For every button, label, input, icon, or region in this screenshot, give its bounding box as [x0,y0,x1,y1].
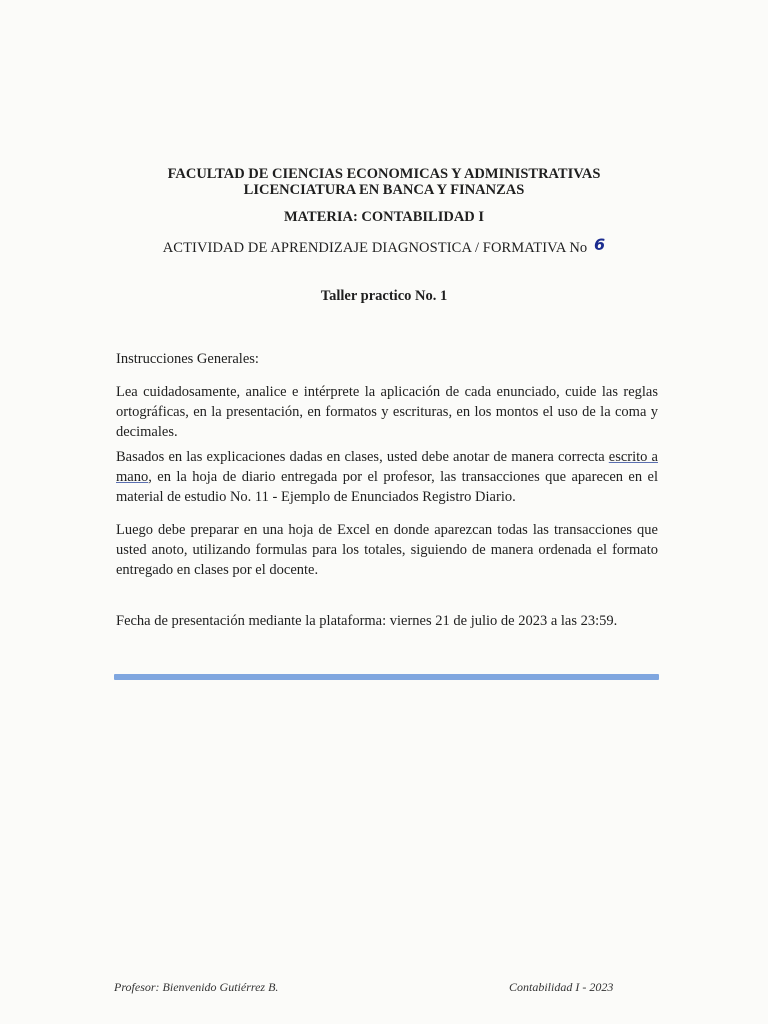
footer-professor: Profesor: Bienvenido Gutiérrez B. [114,980,279,994]
footer-course: Contabilidad I - 2023 [509,980,614,994]
degree-heading: LICENCIATURA EN BANCA Y FINANZAS [243,182,525,198]
blue-divider [114,674,659,680]
instructions-heading: Instrucciones Generales: [116,351,259,367]
faculty-heading: FACULTAD DE CIENCIAS ECONOMICAS Y ADMINISTRATIVAS [167,166,601,182]
instruction-paragraph-1: Lea cuidadosamente, analice e intérprete la aplicación de cada enunciado, cuide las reglas ortográficas, en la presentación, en formatos y escrituras, en los montos el uso de la coma y decimales. [116,384,658,440]
activity-label: ACTIVIDAD DE APRENDIZAJE DIAGNOSTICA / FORMATIVA No [162,240,588,256]
paragraph-2-start: Basados en las explicaciones dadas en clases, usted debe anotar de manera correcta [116,449,609,465]
instruction-paragraph-3: Luego debe preparar en una hoja de Excel en donde aparezcan todas las transacciones que usted anoto, utilizando formulas para los totales, siguiendo de manera ordenada el formato entregado en clases por el docente. [116,522,658,578]
submission-date: Fecha de presentación mediante la plataforma: viernes 21 de julio de 2023 a las 23:59. [116,613,618,629]
activity-line [0,237,768,257]
paragraph-2-end: , en la hoja de diario entregada por el profesor, las transacciones que aparecen en el material de estudio No. 11 - Ejemplo de Enunciados Registro Diario. [116,469,658,505]
subject-heading: MATERIA: CONTABILIDAD I [283,209,485,225]
instruction-paragraph-2 [116,447,658,507]
handwritten-activity-number: 6 [594,235,606,254]
handwritten-requirement: escrito a mano [116,449,658,485]
workshop-title: Taller practico No. 1 [320,288,448,304]
